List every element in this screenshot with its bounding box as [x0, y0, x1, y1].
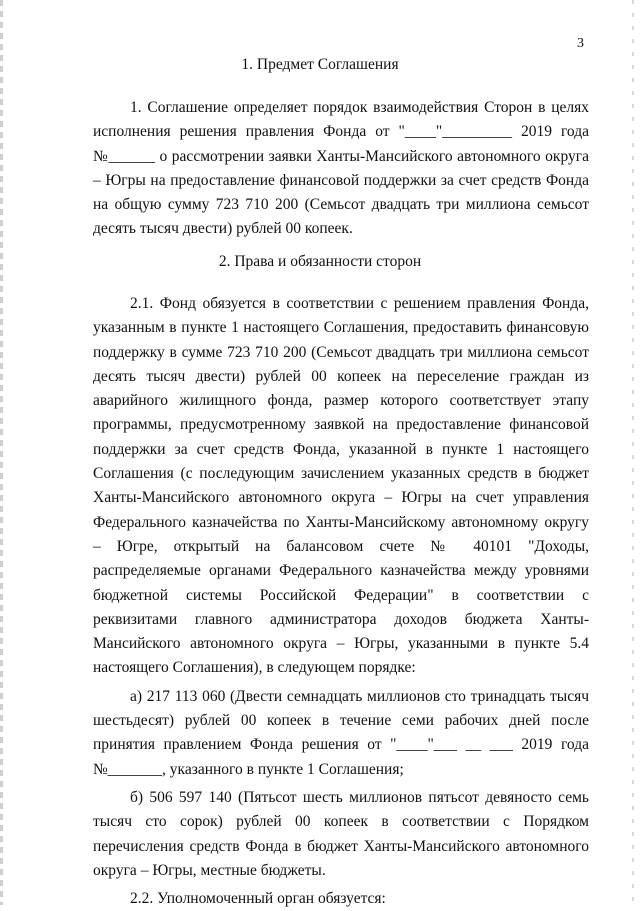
page-number: 3: [577, 36, 584, 51]
paragraph-2-1-a: а) 217 113 060 (Двести семнадцать миллионов сто тринадцать тысяч шестьдесят) рублей 00 копеек в течение семи рабочих дней после принятия правлением Фонда решения от "____"___ __ ___ 2019 года №_______, указанного в пункте 1 Соглашения;: [93, 687, 589, 778]
section-2-heading: 2. Права и обязанности сторон: [218, 253, 422, 270]
paragraph-2-1: 2.1. Фонд обязуется в соответствии с решением правления Фонда, указанным в пункте 1 настоящего Соглашения, предоставить финансовую поддержку в сумме 723 710 200 (Семьсот двадцать три миллиона семьсот десять тысяч двести) рублей 00 копеек на переселение граждан из аварийного жилищного фонда, размер которого соответствует этапу программы, предусмотренному заявкой на предоставление финансовой поддержки за счет средств Фонда, указанной в пункте 1 настоящего Соглашения (с последующим зачислением указанных средств в бюджет Ханты-Мансийского автономного округа – Югры на счет управления Федерального казначейства по Ханты-Мансийскому автономному округу – Югре, открытый на балансовом счете № 40101 "Доходы, распределяемые органами Федерального казначейства между уровнями бюджетной системы Российской Федерации" в соответствии с реквизитами главного администратора доходов бюджета Ханты-Мансийского автономного округа – Югры, указанными в пункте 5.4 настоящего Соглашения), в следующем порядке:: [93, 295, 589, 677]
section-1-body: [93, 96, 589, 242]
section-2-body: [93, 292, 589, 911]
paragraph-1: 1. Соглашение определяет порядок взаимодействия Сторон в целях исполнения решения правления Фонда от "____"_________ 2019 года №______ о рассмотрении заявки Ханты-Мансийского автономного округа – Югры на предоставление финансовой поддержки за счет средств Фонда на общую сумму 723 710 200 (Семьсот двадцать три миллиона семьсот десять тысяч двести) рублей 00 копеек.: [93, 99, 589, 238]
paragraph-2-1-b: б) 506 597 140 (Пятьсот шесть миллионов пятьсот девяносто семь тысяч сто сорок) рублей 00 копеек в соответствии с Порядком перечисления средств Фонда в бюджет Ханты-Мансийского автономного округа – Югры, местные бюджеты.: [93, 788, 589, 879]
section-1-heading: 1. Предмет Соглашения: [241, 56, 399, 73]
paragraph-2-2: 2.2. Уполномоченный орган обязуется:: [130, 890, 386, 908]
scan-edge-left: [0, 0, 3, 905]
scan-edge-right: [632, 0, 634, 905]
